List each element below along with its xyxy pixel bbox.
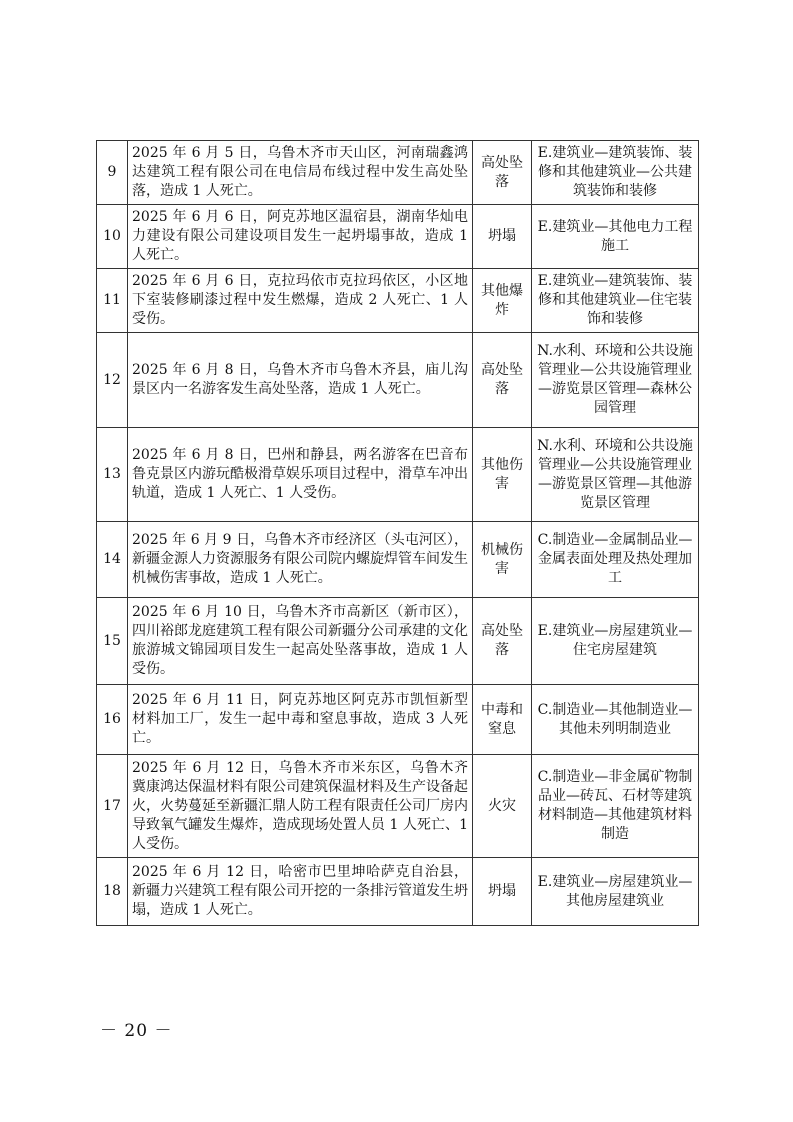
table-row [97, 685, 699, 755]
accident-type: 中毒和窒息 [473, 685, 532, 755]
table-row [97, 598, 699, 685]
row-number: 10 [97, 205, 128, 269]
row-number: 14 [97, 522, 128, 598]
industry-category: N.水利、环境和公共设施管理业—公共设施管理业—游览景区管理—其他游览景区管理 [532, 428, 699, 522]
accident-description: 2025 年 6 月 8 日，巴州和静县，两名游客在巴音布鲁克景区内游玩酷极滑草娱乐项目过程中，滑草车冲出轨道，造成 1 人死亡、1 人受伤。 [128, 428, 473, 522]
accident-description: 2025 年 6 月 8 日，乌鲁木齐市乌鲁木齐县，庙儿沟景区内一名游客发生高处坠落，造成 1 人死亡。 [128, 333, 473, 428]
page-number: － 20 － [100, 1021, 173, 1041]
row-number: 17 [97, 755, 128, 858]
accident-description: 2025 年 6 月 6 日，克拉玛依市克拉玛依区，小区地下室装修刷漆过程中发生燃爆，造成 2 人死亡、1 人受伤。 [128, 269, 473, 333]
accident-description: 2025 年 6 月 10 日，乌鲁木齐市高新区（新市区），四川裕郎龙庭建筑工程有限公司新疆分公司承建的文化旅游城文锦园项目发生一起高处坠落事故，造成 1 人受伤。 [128, 598, 473, 685]
table-row [97, 205, 699, 269]
industry-category: C.制造业—金属制品业—金属表面处理及热处理加工 [532, 522, 699, 598]
industry-category: E.建筑业—其他电力工程施工 [532, 205, 699, 269]
table-row [97, 428, 699, 522]
accident-description: 2025 年 6 月 11 日，阿克苏地区阿克苏市凯恒新型材料加工厂，发生一起中毒和窒息事故，造成 3 人死亡。 [128, 685, 473, 755]
row-number: 15 [97, 598, 128, 685]
row-number: 12 [97, 333, 128, 428]
table-row [97, 269, 699, 333]
accident-description: 2025 年 6 月 12 日，哈密市巴里坤哈萨克自治县，新疆力兴建筑工程有限公司开挖的一条排污管道发生坍塌，造成 1 人死亡。 [128, 858, 473, 926]
industry-category: C.制造业—其他制造业—其他未列明制造业 [532, 685, 699, 755]
table-row [97, 522, 699, 598]
industry-category: E.建筑业—房屋建筑业—住宅房屋建筑 [532, 598, 699, 685]
accident-type: 坍塌 [473, 205, 532, 269]
industry-category: N.水利、环境和公共设施管理业—公共设施管理业—游览景区管理—森林公园管理 [532, 333, 699, 428]
table-row [97, 755, 699, 858]
industry-category: E.建筑业—建筑装饰、装修和其他建筑业—公共建筑装饰和装修 [532, 141, 699, 205]
accident-description: 2025 年 6 月 5 日，乌鲁木齐市天山区，河南瑞鑫鸿达建筑工程有限公司在电信局布线过程中发生高处坠落，造成 1 人死亡。 [128, 141, 473, 205]
row-number: 9 [97, 141, 128, 205]
industry-category: C.制造业—非金属矿物制品业—砖瓦、石材等建筑材料制造—其他建筑材料制造 [532, 755, 699, 858]
row-number: 13 [97, 428, 128, 522]
accident-type: 高处坠落 [473, 598, 532, 685]
table-row [97, 141, 699, 205]
row-number: 18 [97, 858, 128, 926]
industry-category: E.建筑业—建筑装饰、装修和其他建筑业—住宅装饰和装修 [532, 269, 699, 333]
row-number: 11 [97, 269, 128, 333]
accident-type: 坍塌 [473, 858, 532, 926]
accident-type: 机械伤害 [473, 522, 532, 598]
accident-description: 2025 年 6 月 12 日，乌鲁木齐市米东区，乌鲁木齐冀康鸿达保温材料有限公司建筑保温材料及生产设备起火，火势蔓延至新疆汇鼎人防工程有限责任公司厂房内导致氧气罐发生爆炸，造成现场处置人员 1 人死亡、1 人受伤。 [128, 755, 473, 858]
accident-type: 火灾 [473, 755, 532, 858]
table-row [97, 333, 699, 428]
table-row [97, 858, 699, 926]
industry-category: E.建筑业—房屋建筑业—其他房屋建筑业 [532, 858, 699, 926]
accident-table-body [97, 141, 699, 926]
accident-type: 其他伤害 [473, 428, 532, 522]
accident-table [96, 140, 699, 926]
row-number: 16 [97, 685, 128, 755]
accident-type: 高处坠落 [473, 333, 532, 428]
accident-type: 其他爆炸 [473, 269, 532, 333]
accident-description: 2025 年 6 月 6 日，阿克苏地区温宿县，湖南华灿电力建设有限公司建设项目发生一起坍塌事故，造成 1 人死亡。 [128, 205, 473, 269]
accident-description: 2025 年 6 月 9 日，乌鲁木齐市经济区（头屯河区），新疆金源人力资源服务有限公司院内螺旋焊管车间发生机械伤害事故，造成 1 人死亡。 [128, 522, 473, 598]
accident-type: 高处坠落 [473, 141, 532, 205]
